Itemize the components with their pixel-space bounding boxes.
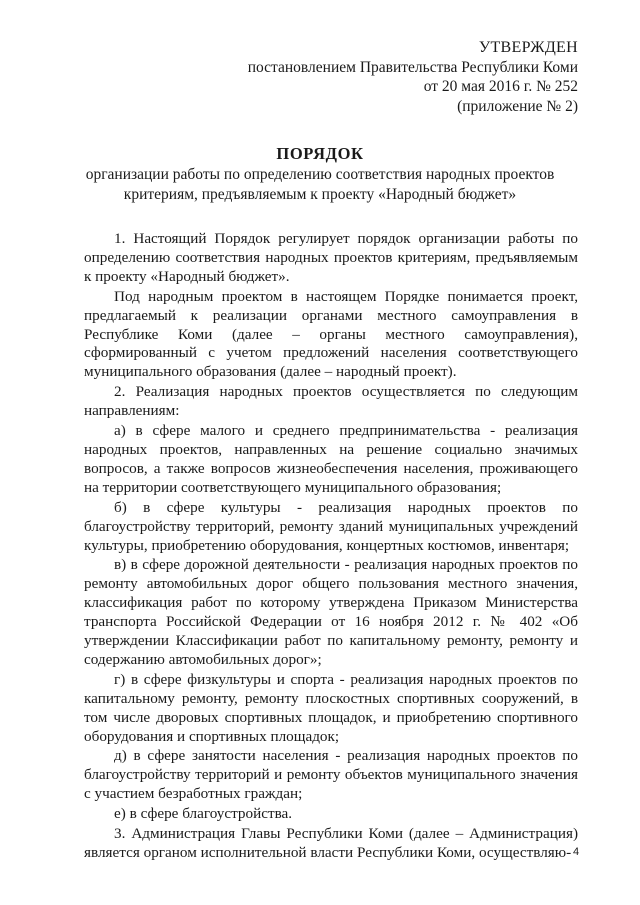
paragraph-definition: Под народным проектом в настоящем Порядке понимается проект, предлагаемый к реализации органами местного самоуправления в Республике Коми (далее – органы местного самоуправления), сформированный с учетом предложений населения соответствующего муниципального образования (далее – народный проект). — [84, 287, 578, 381]
title-block — [62, 143, 578, 204]
list-item-d: д) в сфере занятости населения - реализация народных проектов по благоустройству территорий и ремонту объектов муниципального значения с участием безработных граждан; — [84, 747, 578, 803]
document-subtitle-line-1: организации работы по определению соответствия народных проектов — [85, 166, 555, 183]
document-body — [84, 230, 578, 863]
approval-stamp — [248, 38, 578, 116]
paragraph-3: 3. Администрация Главы Республики Коми (далее – Администрация) является органом исполнительной власти Республики Коми, осуществляю- — [84, 825, 578, 861]
list-item-a: а) в сфере малого и среднего предпринимательства - реализация народных проектов, направленных на решение социально значимых вопросов, а также вопросов жизнеобеспечения населения, проживающего на территории соответствующего муниципального образования; — [84, 422, 578, 496]
approval-heading: УТВЕРЖДЕН — [478, 39, 578, 56]
approval-date: от 20 мая 2016 г. № 252 — [423, 78, 578, 95]
approval-annex: (приложение № 2) — [457, 97, 578, 115]
paragraph-2: 2. Реализация народных проектов осуществляется по следующим направлениям: — [84, 383, 578, 420]
list-item-g: г) в сфере физкультуры и спорта - реализация народных проектов по капитальному ремонту, ремонту плоскостных спортивных сооружений, в том числе дворовых спортивных площадок, и приобретению спортивного оборудования и спортивных площадок; — [84, 670, 578, 745]
list-item-v: в) в сфере дорожной деятельности - реализация народных проектов по ремонту автомобильных дорог общего пользования местного значения, классификация работ по которому утверждена Приказом Министерства транспорта Российской Федерации от 16 ноября 2012 г. № 402 «Об утверждении Классификации работ по капитальному ремонту, ремонту и содержанию автомобильных дорог»; — [84, 556, 578, 668]
paragraph-1: 1. Настоящий Порядок регулирует порядок организации работы по определению соответствия народных проектов критериям, предъявляемым к проекту «Народный бюджет». — [84, 230, 578, 285]
list-item-e: е) в сфере благоустройства. — [114, 805, 293, 823]
document-title: ПОРЯДОК — [276, 144, 364, 163]
approval-decree: постановлением Правительства Республики Коми — [247, 58, 578, 76]
document-subtitle-line-2: критериям, предъявляемым к проекту «Народный бюджет» — [123, 185, 517, 203]
list-item-b: б) в сфере культуры - реализация народных проектов по благоустройству территорий, ремонту зданий муниципальных учреждений культуры, приобретению оборудования, концертных костюмов, инвентаря; — [84, 498, 578, 554]
page-number: 4 — [573, 846, 580, 858]
